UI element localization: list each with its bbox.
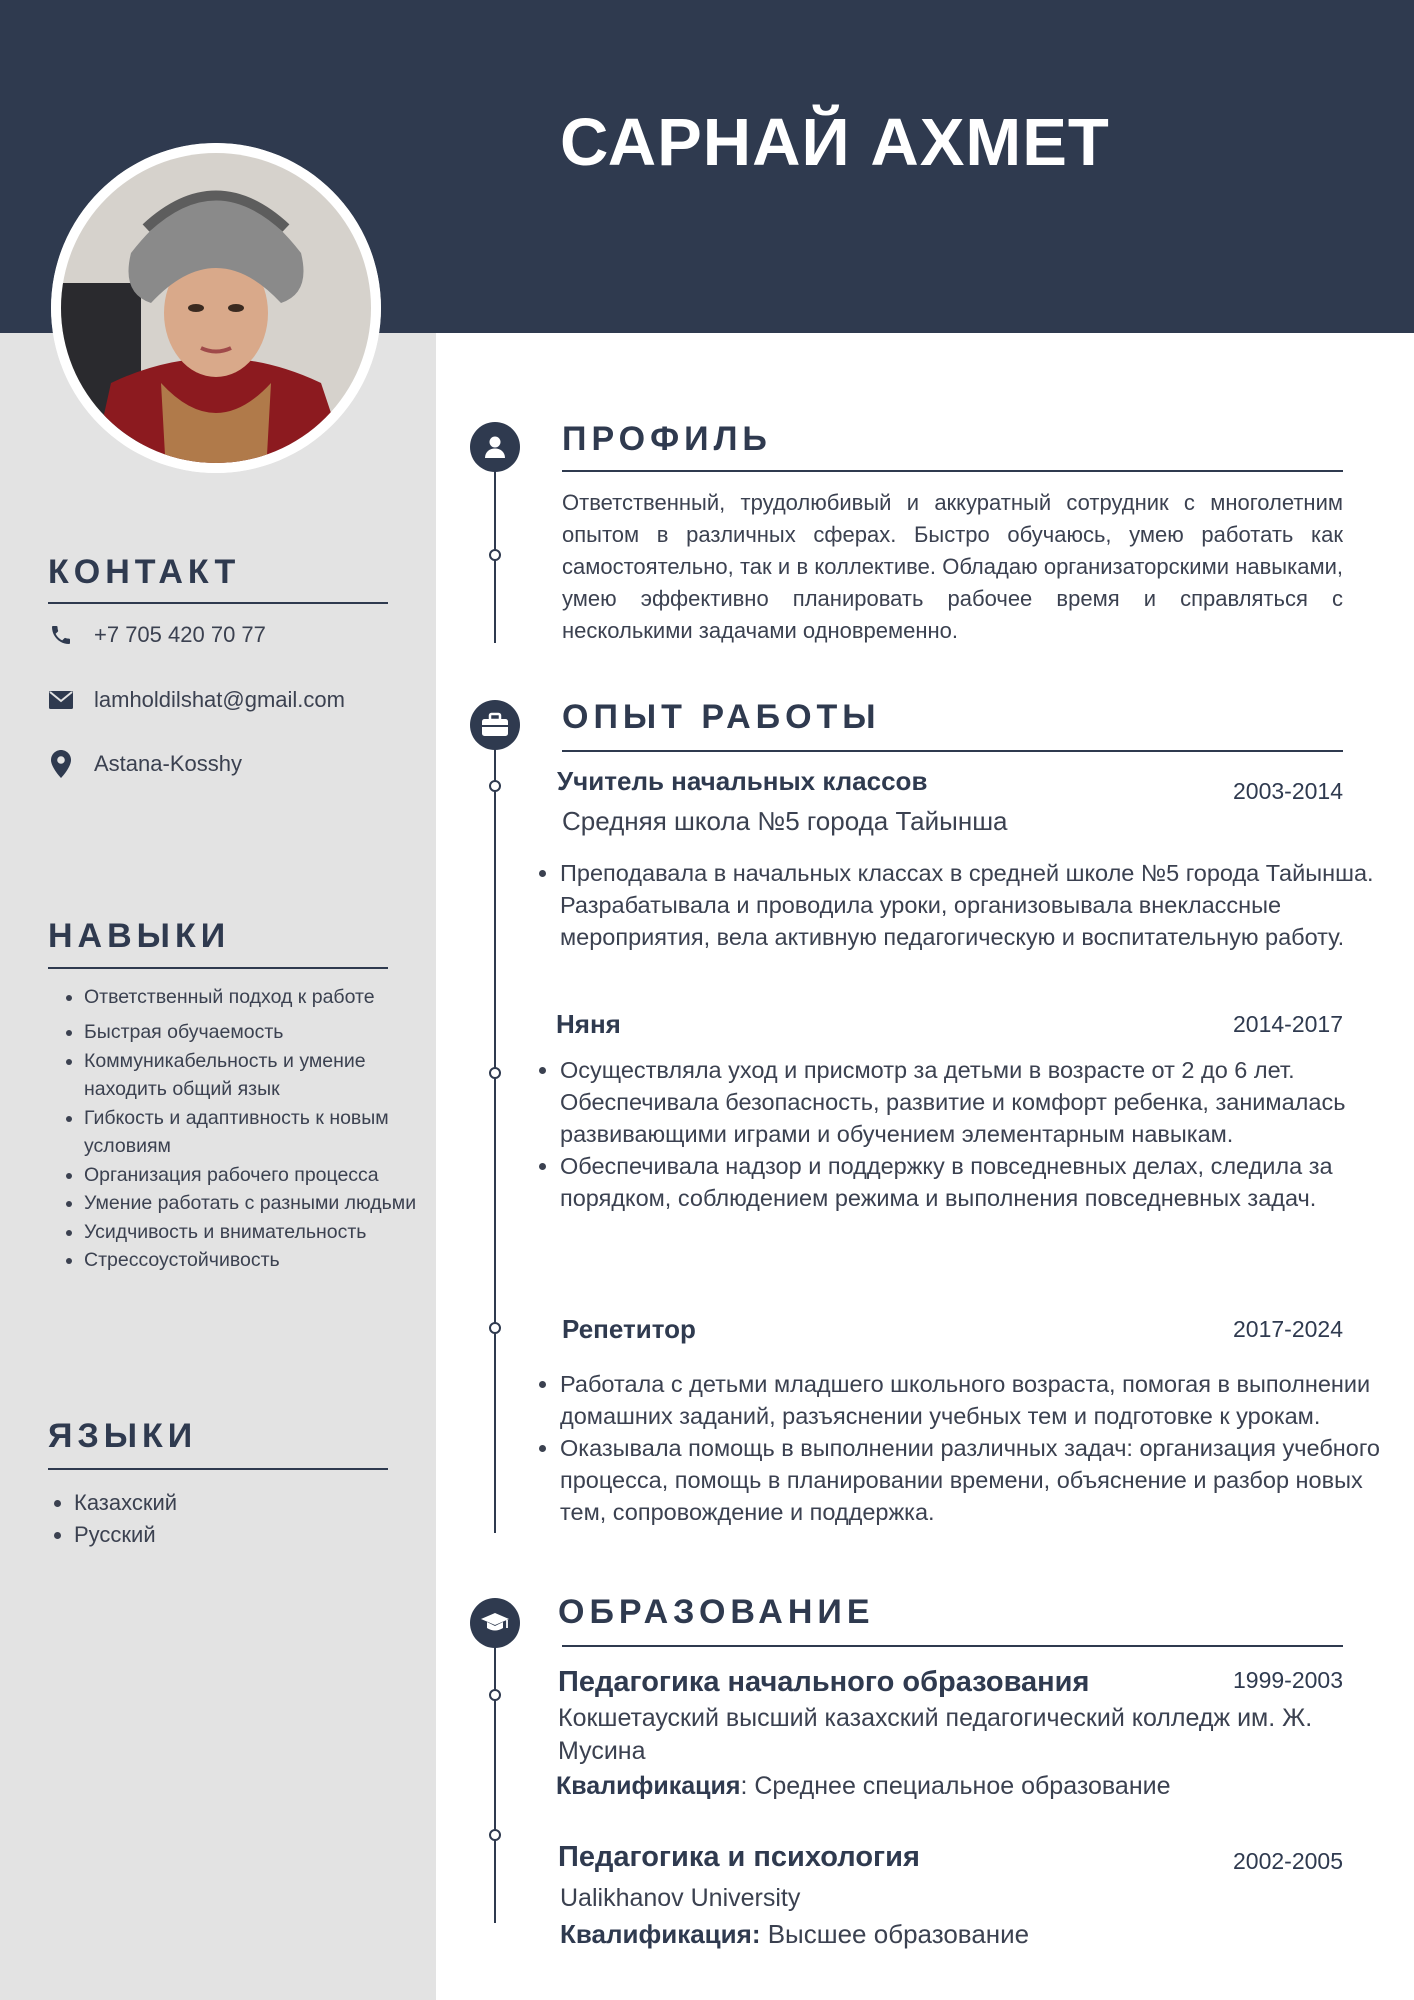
- job-bullets: [542, 857, 1380, 953]
- job-bullet: • Преподавала в начальных классах в средней школе №5 города Тайынша. Разрабатывала и проводила уроки, организовывала внеклассные мероприятия, вела активную педагогическую и воспитательную работу.: [560, 857, 1380, 953]
- job-bullet: • Обеспечивала надзор и поддержку в повседневных делах, следила за порядком, соблюдением режима и выполнения повседневных задач.: [560, 1150, 1380, 1214]
- contact-phone-row: [48, 622, 266, 648]
- experience-heading: ОПЫТ РАБОТЫ: [562, 698, 881, 736]
- timeline-dot: [489, 1067, 501, 1079]
- qualification-label: Квалификация: [556, 1772, 741, 1800]
- skills-heading: НАВЫКИ: [48, 917, 231, 955]
- profile-photo: [51, 143, 381, 473]
- skill-item: • Умение работать с разными людьми: [84, 1189, 434, 1218]
- person-name: САРНАЙ АХМЕТ: [560, 105, 1110, 180]
- education-timeline: [494, 1640, 496, 1923]
- contact-email-row: [48, 687, 345, 713]
- education-school: Кокшетауский высший казахский педагогический колледж им. Ж. Мусина: [558, 1704, 1313, 1765]
- timeline-dot: [489, 1829, 501, 1841]
- skill-item: • Коммуникабельность и умение находить общий язык: [84, 1047, 434, 1104]
- education-qualification: [556, 1770, 1346, 1803]
- qualification-value: : Среднее специальное образование: [740, 1772, 1171, 1800]
- skills-divider: [48, 967, 388, 969]
- briefcase-icon: [481, 712, 509, 738]
- job-bullet: • Работала с детьми младшего школьного возраста, помогая в выполнении домашних заданий, разъяснении учебных тем и подготовке к урокам.: [560, 1368, 1380, 1432]
- languages-divider: [48, 1468, 388, 1470]
- job-title: Учитель начальных классов: [557, 766, 928, 796]
- skills-list: [64, 976, 434, 1275]
- experience-divider: [562, 750, 1343, 752]
- contact-location-row: [48, 751, 242, 777]
- phone-icon: [48, 622, 74, 648]
- email-icon: [48, 687, 74, 713]
- experience-timeline: [494, 745, 496, 1533]
- location-pin-icon: [48, 751, 74, 777]
- profile-divider: [562, 470, 1343, 472]
- education-dates: 1999-2003: [1233, 1667, 1343, 1693]
- job-bullet: • Оказывала помощь в выполнении различных задач: организация учебного процесса, помощь в планировании времени, объяснение и разбор новых тем, сопровождение и поддержка.: [560, 1432, 1380, 1528]
- skill-item: • Ответственный подход к работе: [84, 976, 434, 1018]
- job-organization: Средняя школа №5 города Тайынша: [562, 806, 1008, 836]
- timeline-dot: [489, 1322, 501, 1334]
- contact-email[interactable]: lamholdilshat@gmail.com: [94, 687, 345, 712]
- skill-item: • Усидчивость и внимательность: [84, 1218, 434, 1247]
- education-heading: ОБРАЗОВАНИЕ: [558, 1593, 875, 1631]
- contact-heading: КОНТАКТ: [48, 553, 241, 591]
- graduation-cap-icon: [480, 1611, 510, 1635]
- job-dates: 2017-2024: [1233, 1316, 1343, 1342]
- education-school: Ualikhanov University: [560, 1884, 801, 1912]
- profile-text: Ответственный, трудолюбивый и аккуратный сотрудник с многолетним опытом в различных сферах. Быстро обучаюсь, умею работать как самостоятельно, так и в коллективе. Обладаю организаторскими навыками, умею эффективно планировать рабочее время и справляться с несколькими задачами одновременно.: [562, 490, 1343, 643]
- languages-heading: ЯЗЫКИ: [48, 1417, 198, 1455]
- job-title: Репетитор: [562, 1314, 696, 1344]
- education-dates: 2002-2005: [1233, 1848, 1343, 1874]
- skill-item: • Стрессоустойчивость: [84, 1246, 434, 1275]
- job-title: Няня: [556, 1009, 621, 1039]
- contact-divider: [48, 602, 388, 604]
- job-dates: 2014-2017: [1233, 1011, 1343, 1037]
- timeline-dot: [489, 1689, 501, 1701]
- languages-list: [54, 1487, 177, 1551]
- profile-node: [470, 422, 520, 472]
- timeline-dot: [489, 549, 501, 561]
- profile-heading: ПРОФИЛЬ: [562, 420, 772, 458]
- contact-location: Astana-Kosshy: [94, 751, 242, 776]
- timeline-dot: [489, 780, 501, 792]
- skill-item: • Гибкость и адаптивность к новым условиям: [84, 1104, 434, 1161]
- job-bullet: • Осуществляла уход и присмотр за детьми в возрасте от 2 до 6 лет. Обеспечивала безопасность, развитие и комфорт ребенка, занималась развивающими играми и обучением элементарным навыкам.: [560, 1054, 1380, 1150]
- job-dates: 2003-2014: [1233, 778, 1343, 804]
- qualification-label: Квалификация:: [560, 1919, 761, 1949]
- experience-node: [470, 700, 520, 750]
- job-bullets: [542, 1368, 1380, 1528]
- skill-item: • Организация рабочего процесса: [84, 1161, 434, 1190]
- skill-item: • Быстрая обучаемость: [84, 1018, 434, 1047]
- qualification-value: Высшее образование: [760, 1919, 1030, 1949]
- language-item: • Казахский: [74, 1487, 177, 1519]
- education-divider: [562, 1645, 1343, 1647]
- education-title: Педагогика и психология: [558, 1841, 920, 1873]
- education-title: Педагогика начального образования: [558, 1666, 1090, 1698]
- job-bullets: [542, 1054, 1380, 1214]
- contact-phone[interactable]: +7 705 420 70 77: [94, 622, 266, 647]
- education-qualification: [560, 1918, 1350, 1951]
- language-item: • Русский: [74, 1519, 177, 1551]
- education-node: [470, 1598, 520, 1648]
- user-icon: [482, 434, 508, 460]
